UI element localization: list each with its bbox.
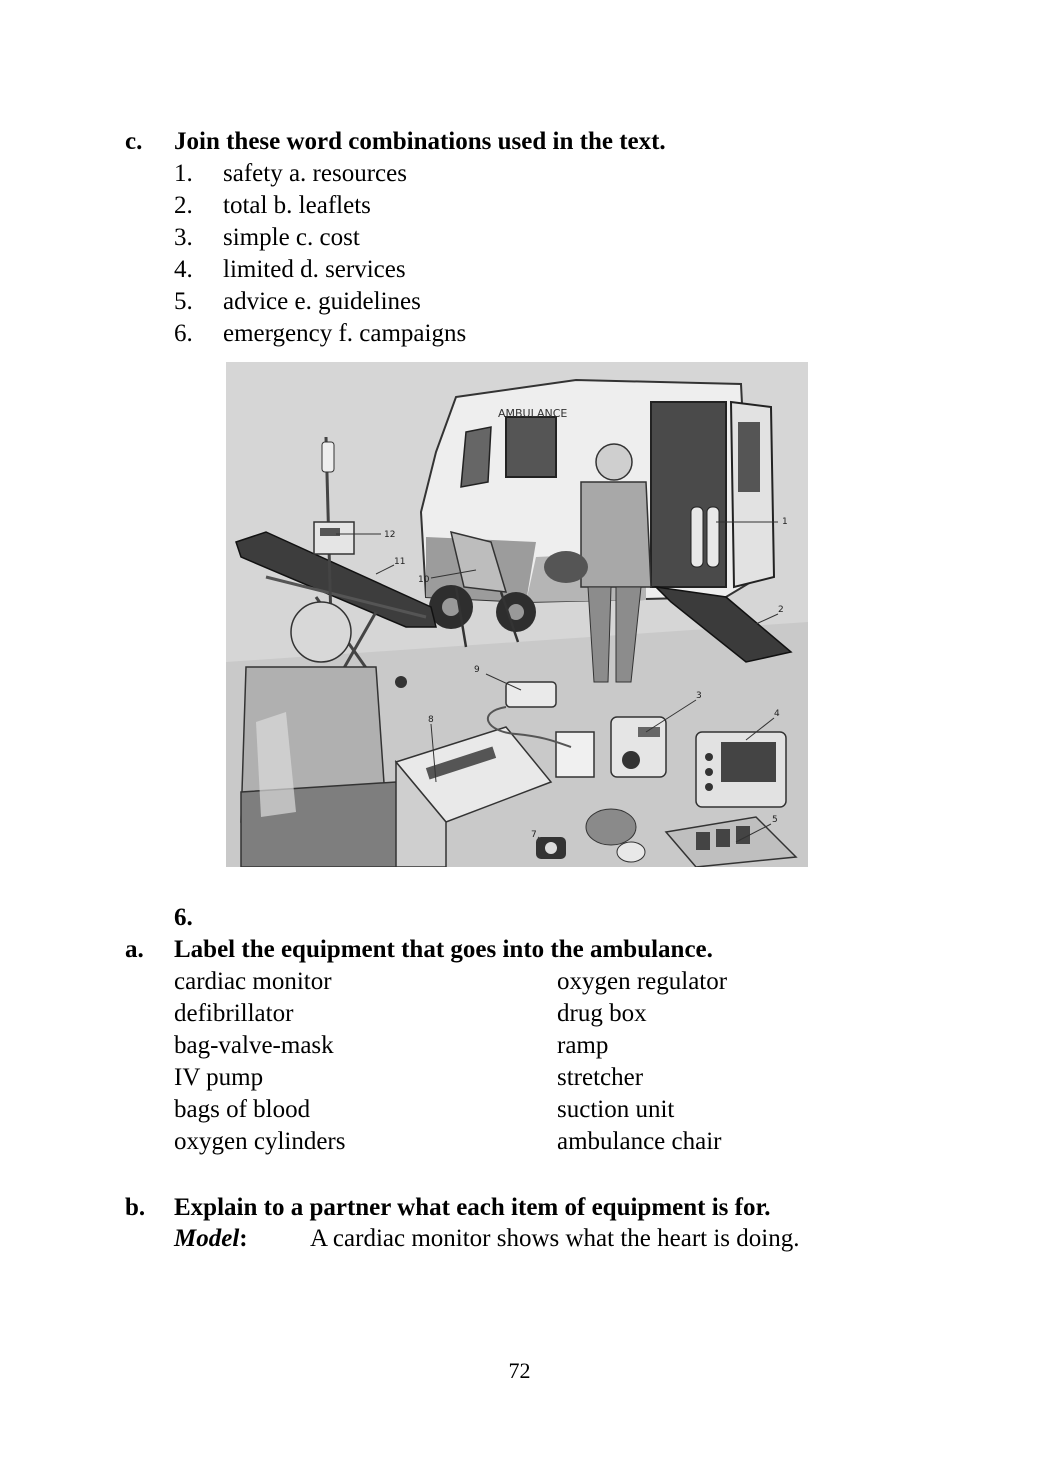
defibrillator-drawing — [611, 717, 666, 777]
section-a-heading: Label the equipment that goes into the ambulance. — [174, 936, 713, 963]
equipment-word: drug box — [557, 1000, 647, 1027]
illustration-drawing — [226, 362, 808, 867]
model-label-line — [174, 1223, 248, 1255]
model-label: Model — [174, 1225, 240, 1252]
callout-9: 9 — [474, 665, 480, 675]
list-item-number: 6. — [174, 320, 193, 347]
equipment-word: bags of blood — [174, 1096, 311, 1123]
equipment-word: IV pump — [174, 1064, 264, 1091]
section-c-heading: Join these word combinations used in the text. — [174, 128, 666, 155]
section-a-letter: a. — [125, 936, 144, 963]
list-item-text: advice e. guidelines — [223, 288, 421, 315]
section-c-letter: c. — [125, 128, 143, 155]
list-item-text: emergency f. campaigns — [223, 320, 467, 347]
callout-5: 5 — [772, 815, 778, 825]
list-item-text: safety a. resources — [223, 160, 407, 187]
cardiac-monitor-drawing — [696, 732, 786, 807]
callout-7: 7 — [531, 830, 537, 840]
list-item-number: 5. — [174, 288, 193, 315]
callout-4: 4 — [774, 709, 780, 719]
list-item-number: 3. — [174, 224, 193, 251]
equipment-word: defibrillator — [174, 1000, 294, 1027]
callout-12: 12 — [384, 530, 396, 540]
equipment-word: oxygen regulator — [557, 968, 728, 995]
list-item-text: total b. leaflets — [223, 192, 371, 219]
callout-3: 3 — [696, 691, 702, 701]
equipment-word: cardiac monitor — [174, 968, 332, 995]
suction-unit-drawing — [556, 732, 594, 777]
section-b-heading: Explain to a partner what each item of equipment is for. — [174, 1194, 771, 1221]
model-sentence: A cardiac monitor shows what the heart is doing. — [310, 1225, 800, 1252]
list-item-text: simple c. cost — [223, 224, 360, 251]
list-item-number: 1. — [174, 160, 193, 187]
equipment-word: ambulance chair — [557, 1128, 722, 1155]
callout-2: 2 — [778, 605, 784, 615]
section-b-letter: b. — [125, 1194, 146, 1221]
equipment-word: bag-valve-mask — [174, 1032, 334, 1059]
exercise-number: 6. — [174, 904, 193, 931]
callout-8: 8 — [428, 715, 434, 725]
model-colon: : — [239, 1225, 248, 1252]
oxygen-regulator-drawing — [536, 837, 566, 859]
list-item-text: limited d. services — [223, 256, 406, 283]
equipment-word: suction unit — [557, 1096, 675, 1123]
equipment-word: oxygen cylinders — [174, 1128, 346, 1155]
callout-1: 1 — [782, 517, 788, 527]
equipment-word: ramp — [557, 1032, 609, 1059]
callout-10: 10 — [418, 575, 430, 585]
page-number: 72 — [508, 1358, 531, 1383]
ambulance-equipment-illustration — [226, 362, 808, 867]
equipment-word: stretcher — [557, 1064, 644, 1091]
list-item-number: 4. — [174, 256, 193, 283]
list-item-number: 2. — [174, 192, 193, 219]
callout-11: 11 — [394, 557, 406, 567]
ambulance-text: AMBULANCE — [498, 407, 568, 420]
